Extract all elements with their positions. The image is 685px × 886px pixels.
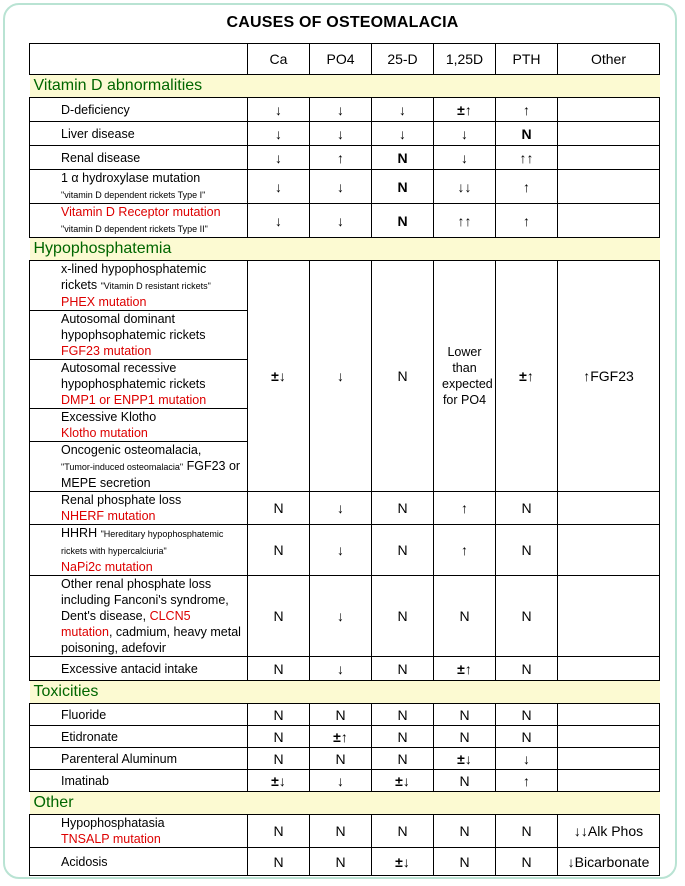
section-vitamin-d: Vitamin D abnormalities [30, 75, 660, 98]
table-row: x-lined hypophosphatemic rickets "Vitamin D resistant rickets" PHEX mutation ±↓ ↓ N Lower than expected for PO4 ±↑ ↑FGF23 [30, 261, 660, 311]
table-row: Fluoride N N N N N [30, 704, 660, 726]
table-row: Hypophosphatasia TNSALP mutation N N N N N ↓↓Alk Phos [30, 815, 660, 848]
col-pth: PTH [496, 44, 558, 75]
section-hypophosphatemia: Hypophosphatemia [30, 238, 660, 261]
table-row: Acidosis N N ±↓ N N ↓Bicarbonate [30, 848, 660, 876]
table-row: Liver disease ↓ ↓ ↓ ↓ N [30, 122, 660, 146]
table-row: Excessive antacid intake N ↓ N ±↑ N [30, 657, 660, 681]
col-po4: PO4 [310, 44, 372, 75]
table-row: 1 α hydroxylase mutation "vitamin D dependent rickets Type I" ↓ ↓ N ↓↓ ↑ [30, 170, 660, 204]
table-row: Renal phosphate loss NHERF mutation N ↓ N ↑ N [30, 492, 660, 525]
header-blank [30, 44, 248, 75]
table-row: Excessive Klotho Klotho mutation [30, 409, 660, 442]
table-row: Imatinab ±↓ ↓ ±↓ N ↑ [30, 770, 660, 792]
table-row: Etidronate N ±↑ N N N [30, 726, 660, 748]
section-toxicities: Toxicities [30, 681, 660, 704]
table-row: Autosomal dominant hypophsophatemic rickets FGF23 mutation [30, 311, 660, 360]
col-ca: Ca [248, 44, 310, 75]
col-25d: 25-D [372, 44, 434, 75]
table-row: Vitamin D Receptor mutation "vitamin D dependent rickets Type II" ↓ ↓ N ↑↑ ↑ [30, 204, 660, 238]
col-125d: 1,25D [434, 44, 496, 75]
col-other: Other [558, 44, 660, 75]
section-other: Other [30, 792, 660, 815]
page-title: CAUSES OF OSTEOMALACIA [226, 14, 459, 31]
header-row [30, 44, 660, 75]
table-row: Oncogenic osteomalacia, "Tumor-induced osteomalacia" FGF23 or MEPE secretion [30, 442, 660, 492]
table-row: Parenteral Aluminum N N N ±↓ ↓ [30, 748, 660, 770]
table-row: Renal disease ↓ ↑ N ↓ ↑↑ [30, 146, 660, 170]
table-row: D-deficiency ↓ ↓ ↓ ±↑ ↑ [30, 98, 660, 122]
table-row: HHRH "Hereditary hypophosphatemic rickets with hypercalciuria" NaPi2c mutation N ↓ N ↑ N [30, 525, 660, 576]
table-row: Other renal phosphate loss including Fanconi's syndrome, Dent's disease, CLCN5 mutation, cadmium, heavy metal poisoning, adefovir N ↓ N N N [30, 576, 660, 657]
osteomalacia-table [29, 43, 660, 876]
table-row: Autosomal recessive hypophosphatemic rickets DMP1 or ENPP1 mutation [30, 360, 660, 409]
